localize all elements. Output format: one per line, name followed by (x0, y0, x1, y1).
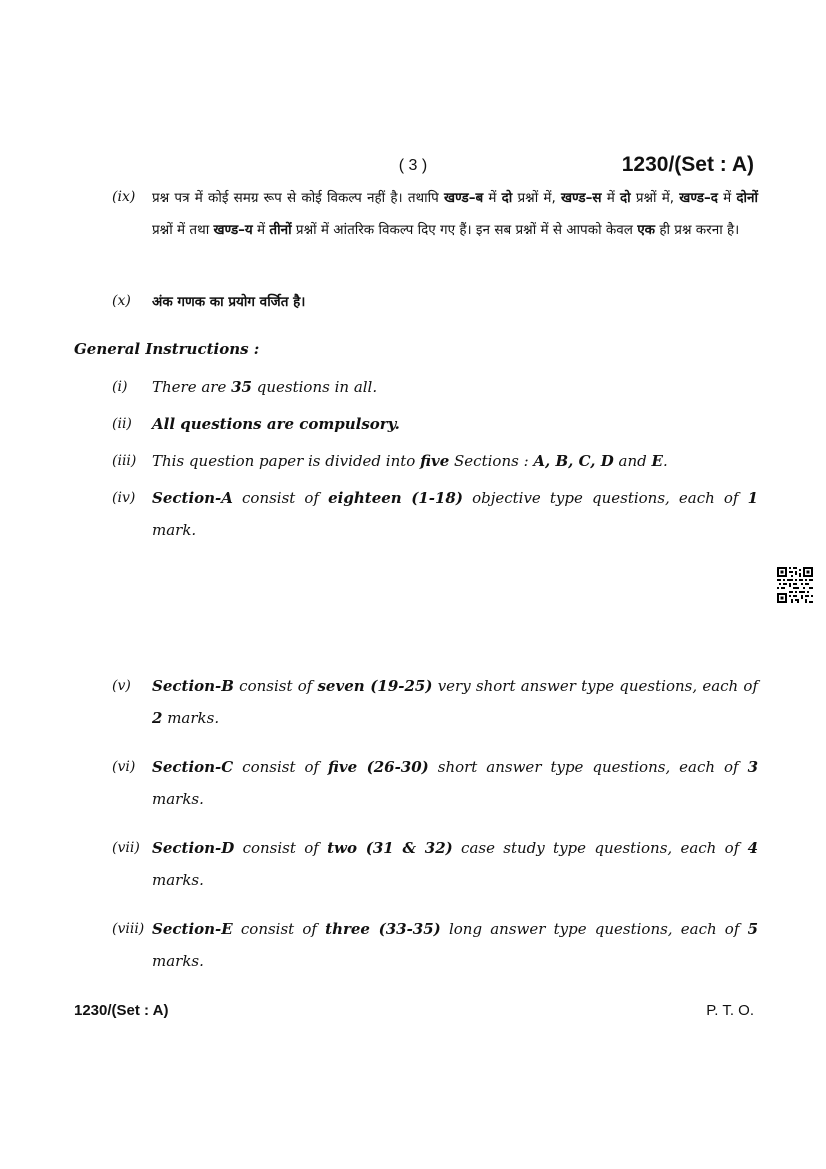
instruction-text: Section-B consist of seven (19-25) very short answer type questions, each of 2 marks. (152, 677, 758, 727)
instruction-text: Section-C consist of five (26-30) short answer type questions, each of 3 marks. (152, 758, 759, 808)
item-number: (iv) (112, 490, 136, 506)
qr-code-icon (776, 566, 814, 604)
instruction-iii (112, 445, 758, 477)
general-instructions-heading: General Instructions : (74, 340, 260, 358)
hindi-instruction-text: अंक गणक का प्रयोग वर्जित है। (152, 294, 306, 310)
hindi-instruction-x (112, 286, 758, 318)
paper-code-header: 1230/(Set : A) (621, 153, 754, 176)
item-number: (ix) (112, 189, 136, 205)
instruction-viii (112, 913, 758, 977)
instruction-text: Section-E consist of three (33-35) long answer type questions, each of 5 marks. (152, 920, 759, 970)
paper-code-footer: 1230/(Set : A) (74, 1002, 169, 1019)
instruction-iv (112, 482, 758, 546)
instruction-vii (112, 832, 758, 896)
item-number: (vii) (112, 840, 140, 856)
item-number: (x) (112, 293, 131, 309)
instruction-text: All questions are compulsory. (152, 415, 400, 433)
item-number: (viii) (112, 921, 145, 937)
instruction-vi (112, 751, 758, 815)
item-number: (i) (112, 379, 128, 395)
instruction-text: Section-A consist of eighteen (1-18) objective type questions, each of 1 mark. (152, 489, 758, 539)
instruction-text: This question paper is divided into five Sections : A, B, C, D and E. (152, 452, 668, 470)
item-number: (vi) (112, 759, 136, 775)
item-number: (iii) (112, 453, 137, 469)
hindi-instruction-text: प्रश्न पत्र में कोई समग्र रूप से कोई विकल्प नहीं है। तथापि खण्ड–ब में दो प्रश्नों में, खण्ड–स में दो प्रश्नों में, खण्ड–द में दोनों प्रश्नों में तथा खण्ड–य में तीनों प्रश्नों में आंतरिक विकल्प दिए गए हैं। इन सब प्रश्नों में से आपको केवल एक ही प्रश्न करना है। (152, 190, 758, 238)
instruction-i (112, 371, 758, 403)
item-number: (v) (112, 678, 131, 694)
instruction-text: There are 35 questions in all. (152, 378, 378, 396)
page-number: ( 3 ) (398, 157, 428, 174)
hindi-instruction-ix (112, 182, 758, 246)
instruction-text: Section-D consist of two (31 & 32) case study type questions, each of 4 marks. (152, 839, 758, 889)
pto-label: P. T. O. (706, 1002, 754, 1019)
item-number: (ii) (112, 416, 132, 432)
instruction-v (112, 670, 758, 734)
instruction-ii (112, 408, 758, 440)
